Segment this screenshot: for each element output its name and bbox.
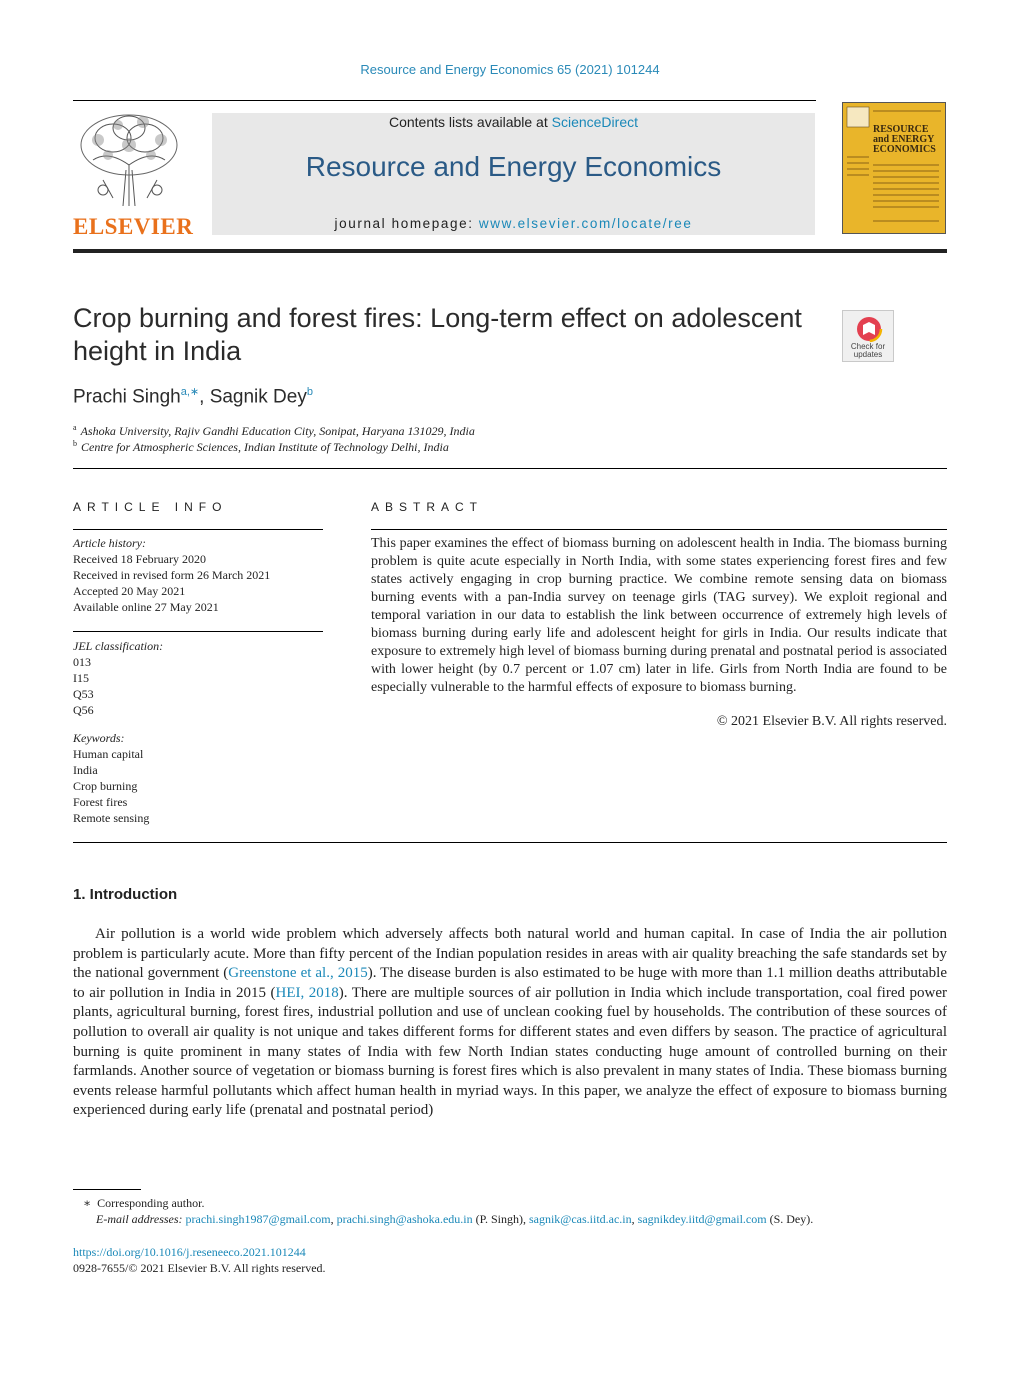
email-link[interactable]: sagnik@cas.iitd.ac.in xyxy=(528,1212,632,1226)
author-name[interactable]: Sagnik Dey xyxy=(209,386,307,408)
keyword: Human capital xyxy=(73,747,144,761)
email-addresses: E-mail addresses: prachi.singh1987@gmail.com, prachi.singh@ashoka.edu.in (P. Singh), sagnik@cas.iitd.ac.in, sagnikdey.iitd@gmail.com (S. Dey). xyxy=(96,1212,814,1226)
affiliation-a: $^a$ Ashoka University, Rajiv Gandhi Education City, Sonipat, Haryana 131029, India xyxy=(73,423,475,438)
email-link[interactable]: sagnikdey.iitd@gmail.com xyxy=(637,1212,767,1226)
corresponding-author-note: ∗ Corresponding author. xyxy=(83,1196,205,1210)
journal-homepage-link[interactable]: www.elsevier.com/locate/ree xyxy=(478,216,693,231)
doi-link[interactable]: https://doi.org/10.1016/j.reseneeco.2021.101244 xyxy=(73,1245,306,1259)
cover-title: RESOURCE and ENERGY ECONOMICS xyxy=(873,124,936,155)
affiliation-divider xyxy=(73,468,947,469)
jel-code: Q53 xyxy=(73,687,94,701)
abstract-heading: ABSTRACT xyxy=(371,500,484,514)
journal-cover-thumbnail[interactable] xyxy=(842,102,946,234)
cover-decoration-icon xyxy=(843,103,946,234)
check-updates-label: Check for updates xyxy=(850,342,886,359)
email-link[interactable]: prachi.singh@ashoka.edu.in xyxy=(336,1212,473,1226)
affiliation-b: $^b$ Centre for Atmospheric Sciences, Indian Institute of Technology Delhi, India xyxy=(73,439,449,454)
front-matter-divider xyxy=(73,842,947,843)
footnote-divider xyxy=(73,1189,141,1190)
author-list: Prachi Singh$^{a,∗}$, Sagnik Dey$^b$ xyxy=(73,386,313,408)
author-name[interactable]: Prachi Singh xyxy=(73,386,181,408)
jel-classification: JEL classification: 013 I15 Q53 Q56 xyxy=(73,639,164,717)
jel-code: Q56 xyxy=(73,703,94,717)
issn-line: 0928-7655/© 2021 Elsevier B.V. All rights reserved. xyxy=(73,1261,326,1275)
keywords: Keywords: Human capital India Crop burning Forest fires Remote sensing xyxy=(73,731,150,825)
top-divider xyxy=(73,100,816,101)
abstract-copyright: © 2021 Elsevier B.V. All rights reserved. xyxy=(716,714,947,729)
keyword: Forest fires xyxy=(73,795,128,809)
history-item: Received 18 February 2020 xyxy=(73,552,206,566)
journal-masthead xyxy=(212,113,815,235)
elsevier-tree-icon xyxy=(73,110,185,210)
jel-divider xyxy=(73,631,323,632)
history-item: Available online 27 May 2021 xyxy=(73,600,219,614)
keyword: Crop burning xyxy=(73,779,138,793)
sciencedirect-link[interactable]: ScienceDirect xyxy=(551,114,638,130)
introduction-paragraph: Air pollution is a world wide problem which adversely affects both natural world and human capital. In case of India the air pollution problem is particularly acute. More than fifty percent of the Indian population resides in areas with air quality breaching the safe standards set by the national government (Greenstone et al., 2015). The disease burden is also estimated to be huge with more than 1.1 million deaths attributable to air pollution in India in 2015 (HEI, 2018). There are multiple sources of air pollution in India which include transportation, coal fired power plants, agricultural burning, forest fires, industrial pollution and use of unclean cooking fuel by households. The contribution of these sources of pollution to overall air quality is not unique and takes different forms for different states and even differs by season. The practice of agricultural burning is quite prominent in many states of India with few North Indian states conducting huge amount of controlled burning on their farmlands. Another source of vegetation or biomass burning is forest fires which is also prevalent in many states of India. These biomass burning events release harmful pollutants which affect human health in myriad ways. In this paper, we analyze the effect of exposure to biomass burning experienced during early life (prenatal and postnatal period) xyxy=(73,926,947,1119)
jel-code: 013 xyxy=(73,655,91,669)
citation-link[interactable]: HEI, 2018 xyxy=(275,984,339,1001)
jel-code: I15 xyxy=(73,671,89,685)
elsevier-wordmark: ELSEVIER xyxy=(73,214,194,239)
email-link[interactable]: prachi.singh1987@gmail.com xyxy=(185,1212,331,1226)
journal-homepage: journal homepage: www.elsevier.com/locate/ree xyxy=(334,216,693,231)
citation-link[interactable]: Greenstone et al., 2015 xyxy=(228,965,368,982)
elsevier-logo xyxy=(73,110,194,239)
article-title: Crop burning and forest fires: Long-term effect on adolescent height in India xyxy=(73,303,802,366)
article-history: Article history: Received 18 February 2020 Received in revised form 26 March 2021 Accepted 20 May 2021 Available online 27 May 2021 xyxy=(73,536,271,614)
check-for-updates-button[interactable] xyxy=(842,310,894,362)
history-item: Received in revised form 26 March 2021 xyxy=(73,568,271,582)
article-info-heading: ARTICLE INFO xyxy=(73,500,228,514)
abstract-text: This paper examines the effect of biomass burning on adolescent health in India. The biomass burning problem is quite acute especially in North India, with some states experiencing forest fires and few states actively engaging in crop burning practice. We combine remote sensing data on biomass burning events with a pan-India survey on teenage girls (TAG survey). We exploit regional and temporal variation in our data to establish the link between occurrence of extremely high levels of biomass burning during early life and adolescent height for girls in India. Our results indicate that exposure to extremely high level of biomass burning during prenatal and postnatal period is associated with lower height (by 0.7 percent or 1.07 cm) later in life. Girls from North India are found to be especially vulnerable to the harmful effects of exposure to biomass burning. xyxy=(371,536,947,695)
keyword: India xyxy=(73,763,98,777)
article-info-divider xyxy=(73,529,323,530)
journal-title: Resource and Energy Economics xyxy=(305,151,722,182)
introduction-heading: 1. Introduction xyxy=(73,886,178,903)
author-affiliation-mark[interactable]: a,∗ xyxy=(180,386,200,398)
journal-reference[interactable]: Resource and Energy Economics 65 (2021) 101244 xyxy=(360,62,660,77)
history-item: Accepted 20 May 2021 xyxy=(73,584,186,598)
contents-line: Contents lists available at ScienceDirect xyxy=(388,114,638,130)
check-updates-icon xyxy=(843,313,895,345)
keyword: Remote sensing xyxy=(73,811,150,825)
abstract-divider xyxy=(371,529,947,530)
header-thick-divider xyxy=(73,249,947,253)
author-affiliation-mark[interactable]: b xyxy=(306,386,313,398)
